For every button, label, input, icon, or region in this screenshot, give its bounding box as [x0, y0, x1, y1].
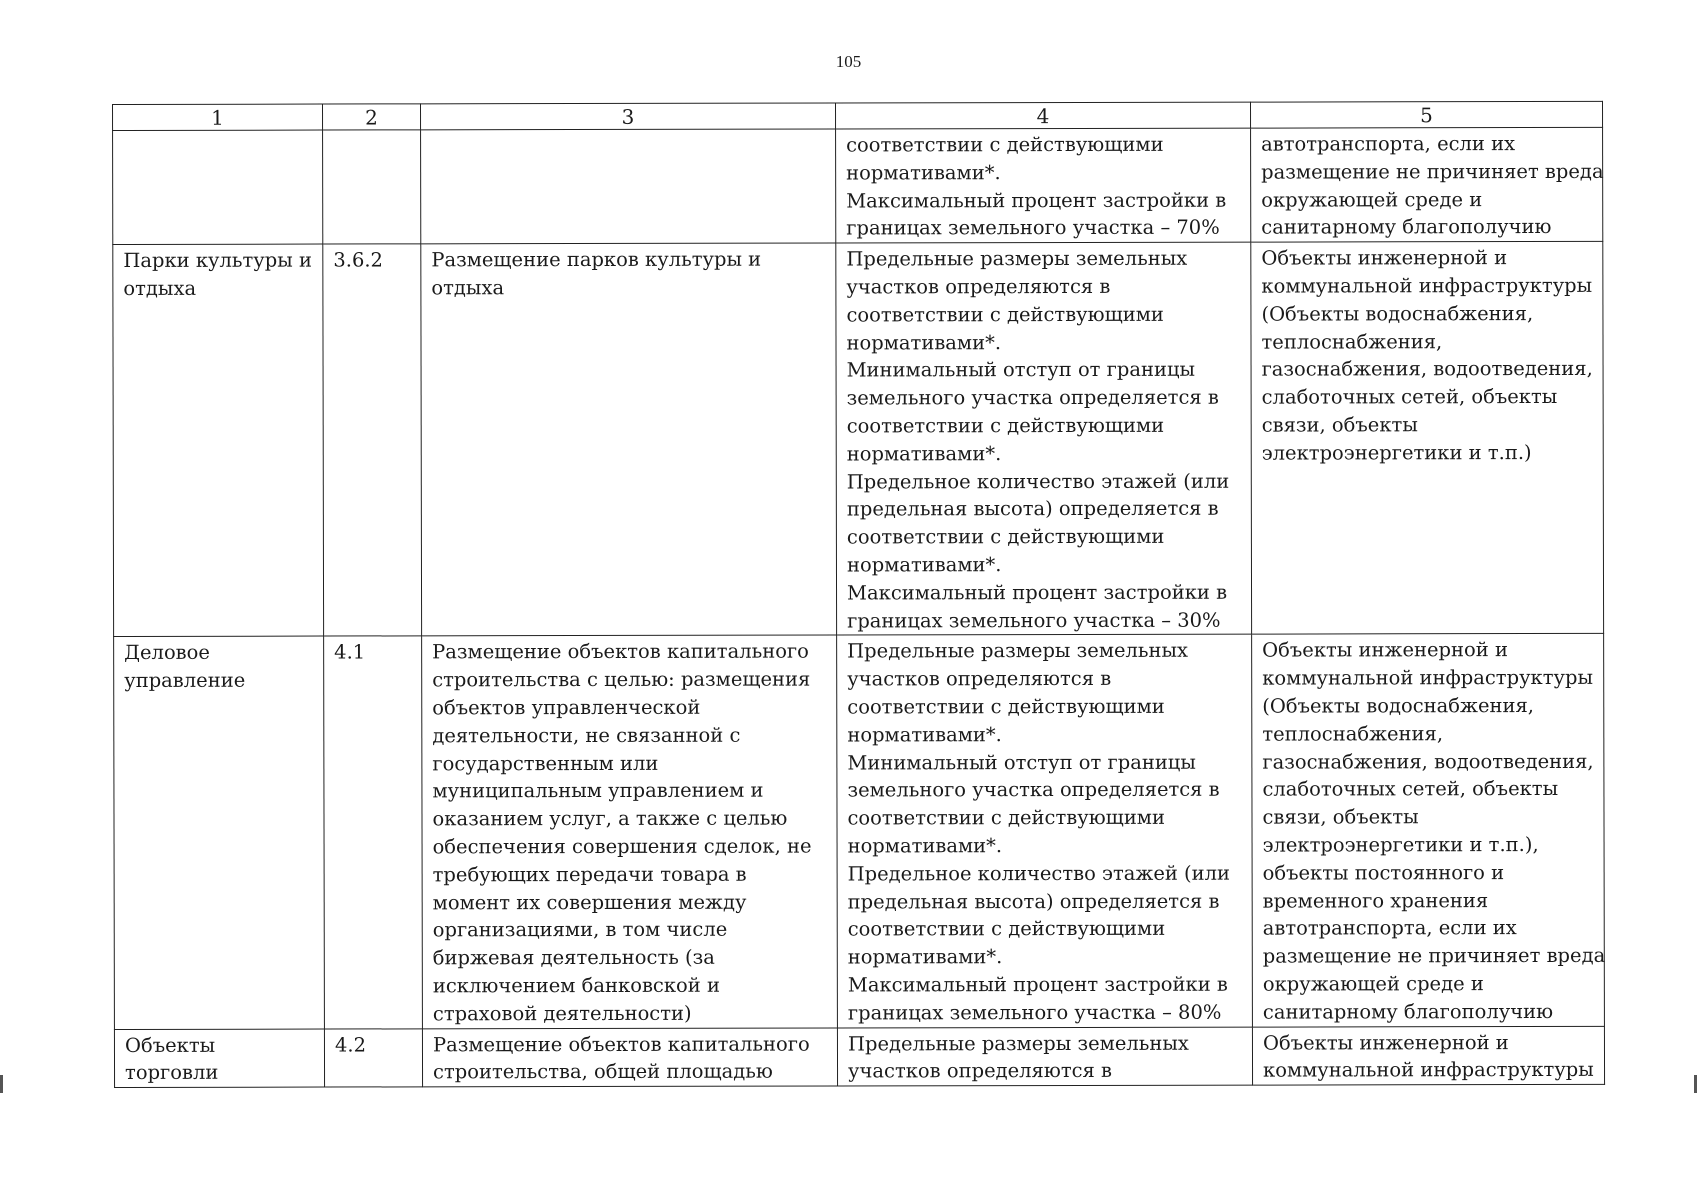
table-row — [113, 242, 1604, 637]
cell-use-name — [113, 244, 324, 637]
table-row — [113, 127, 1603, 244]
text-line: коммунальной инфраструктуры — [1263, 1058, 1594, 1082]
text-line: 3.6.2 — [333, 248, 383, 272]
text-line: соответствии с действующими — [846, 132, 1164, 157]
text-line: нормативами*. — [847, 945, 1003, 969]
text-line: объектов управленческой — [432, 695, 701, 720]
text-line: теплоснабжения, — [1262, 721, 1444, 746]
cell-use-description — [422, 1027, 837, 1086]
text-line: участков определяются в — [847, 667, 1112, 691]
cell-use-code — [324, 1028, 422, 1087]
text-line: отдыха — [123, 276, 197, 300]
column-header-4: 4 — [835, 102, 1250, 129]
text-line: строительства с целью: размещения — [432, 667, 811, 692]
text-line: Предельное количество этажей (или — [846, 469, 1230, 494]
column-header-1: 1 — [113, 104, 323, 130]
cell-auxiliary-uses — [1251, 242, 1604, 635]
text-line: автотранспорта, если их — [1262, 916, 1517, 940]
text-line: момент их совершения между — [432, 890, 747, 914]
text-line: санитарному благополучию — [1261, 215, 1552, 239]
text-line: коммунальной инфраструктуры — [1262, 666, 1594, 690]
text-line: нормативами*. — [846, 441, 1002, 466]
text-line: соответствии с действующими — [846, 524, 1165, 549]
text-line: Объекты инженерной и — [1262, 638, 1508, 662]
text-line: соответствии с действующими — [847, 805, 1165, 830]
text-line: нормативами*. — [846, 553, 1002, 577]
text-line: деятельности, не связанной с — [432, 723, 741, 748]
text-line: Деловое — [124, 641, 210, 665]
cell-use-code — [323, 244, 422, 636]
text-line: нормативами*. — [847, 834, 1003, 858]
text-line: оказанием услуг, а также с целью — [432, 806, 788, 831]
text-line: окружающей среде и — [1261, 187, 1483, 212]
cell-use-name — [114, 636, 325, 1029]
text-line: соответствии с действующими — [846, 413, 1165, 438]
text-line: размещение не причиняет вреда — [1262, 943, 1606, 968]
text-line: теплоснабжения, — [1261, 329, 1443, 354]
text-line: связи, объекты — [1262, 805, 1419, 829]
cell-use-name — [114, 1029, 324, 1088]
text-line: требующих передачи товара в — [432, 862, 747, 887]
text-line: автотранспорта, если их — [1261, 132, 1516, 156]
text-line: Размещение объектов капитального — [432, 639, 809, 664]
text-line: исключением банковской и — [432, 973, 720, 998]
cell-parameters — [836, 242, 1252, 635]
text-line: Максимальный процент застройки в — [847, 972, 1228, 997]
text-line: связи, объекты — [1261, 413, 1418, 437]
text-line: нормативами*. — [847, 722, 1002, 747]
text-line: объекты постоянного и — [1262, 860, 1505, 885]
text-line: Парки культуры и — [123, 248, 312, 273]
text-line: земельного участка определяется в — [846, 385, 1219, 410]
text-line: обеспечения совершения сделок, не — [432, 834, 812, 859]
column-header-2: 2 — [323, 104, 421, 130]
text-line: нормативами*. — [846, 330, 1002, 355]
text-line: соответствии с действующими — [847, 917, 1166, 941]
text-line: (Объекты водоснабжения, — [1261, 301, 1534, 326]
text-line: санитарному благополучию — [1262, 999, 1554, 1024]
table-row — [114, 1026, 1604, 1088]
text-line: Предельные размеры земельных — [847, 639, 1189, 663]
text-line: электроэнергетики и т.п.) — [1261, 440, 1532, 465]
text-line: соответствии с действующими — [847, 694, 1165, 719]
column-header-5: 5 — [1250, 101, 1602, 128]
text-line: (Объекты водоснабжения, — [1262, 693, 1534, 718]
text-line: Максимальный процент застройки в — [847, 580, 1228, 605]
text-line: газоснабжения, водоотведения, — [1261, 357, 1593, 381]
page-number: 105 — [835, 52, 862, 71]
scan-edge-mark-left — [0, 1075, 3, 1093]
text-line: Предельное количество этажей (или — [847, 861, 1231, 886]
text-line: окружающей среде и — [1262, 972, 1484, 996]
text-line: биржевая деятельность (за — [432, 945, 715, 970]
text-line: слаботочных сетей, объекты — [1262, 777, 1559, 801]
text-line: земельного участка определяется в — [847, 778, 1220, 802]
text-line: 4.2 — [334, 1032, 367, 1057]
text-line: газоснабжения, водоотведения, — [1262, 749, 1594, 774]
text-line: Минимальный отступ от границы — [846, 358, 1196, 382]
cell-auxiliary-uses — [1252, 1026, 1604, 1085]
text-line: соответствии с действующими — [846, 302, 1164, 327]
cell-use-description — [422, 635, 838, 1028]
text-line: строительства, общей площадью — [433, 1059, 773, 1084]
text-line: Объекты инженерной и — [1261, 246, 1508, 270]
text-line: нормативами*. — [846, 160, 1001, 185]
cell-parameters — [837, 634, 1253, 1027]
text-line: участков определяются в — [846, 274, 1111, 299]
text-line: торговли — [125, 1061, 219, 1085]
text-line: участков определяются в — [848, 1059, 1113, 1083]
text-line: Объекты инженерной и — [1262, 1030, 1509, 1055]
cell-auxiliary-uses — [1252, 634, 1605, 1027]
cell-parameters — [836, 128, 1251, 243]
text-line: Предельные размеры земельных — [847, 1031, 1189, 1055]
text-line: слаботочных сетей, объекты — [1261, 385, 1558, 409]
text-line: коммунальной инфраструктуры — [1261, 273, 1593, 298]
text-line: государственным или — [432, 751, 659, 775]
table-row — [114, 634, 1605, 1029]
text-line: электроэнергетики и т.п.), — [1262, 832, 1539, 857]
text-line: временного хранения — [1262, 888, 1489, 913]
text-line: 4.1 — [334, 640, 366, 664]
text-line: Размещение объектов капитального — [432, 1032, 810, 1056]
cell-parameters — [837, 1027, 1252, 1086]
text-line: страховой деятельности) — [432, 1001, 692, 1026]
cell-use-description — [421, 129, 836, 244]
cell-use-description — [421, 243, 837, 636]
text-line: Минимальный отступ от границы — [847, 750, 1196, 774]
header-row — [113, 101, 1603, 130]
column-header-3: 3 — [421, 103, 836, 130]
text-line: отдыха — [431, 276, 505, 300]
text-line: Предельные размеры земельных — [846, 246, 1188, 271]
text-line: Максимальный процент застройки в — [846, 188, 1227, 213]
text-line: границах земельного участка – 80% — [847, 1000, 1222, 1025]
text-line: управление — [124, 668, 246, 693]
cell-auxiliary-uses — [1251, 127, 1603, 242]
text-line: Объекты — [124, 1033, 216, 1057]
text-line: предельная высота) определяется в — [847, 889, 1220, 913]
text-line: границах земельного участка – 70% — [846, 216, 1220, 240]
text-line: муниципальным управлением и — [432, 778, 764, 803]
text-line: границах земельного участка – 30% — [847, 608, 1221, 633]
text-line: размещение не причиняет вреда — [1261, 159, 1604, 184]
cell-use-code — [324, 636, 423, 1028]
cell-use-code — [323, 130, 421, 244]
text-line: организациями, в том числе — [432, 918, 728, 942]
cell-use-name — [113, 130, 323, 245]
land-use-table — [112, 101, 1605, 1088]
text-line: предельная высота) определяется в — [846, 497, 1219, 521]
text-line: Размещение парков культуры и — [431, 247, 762, 272]
